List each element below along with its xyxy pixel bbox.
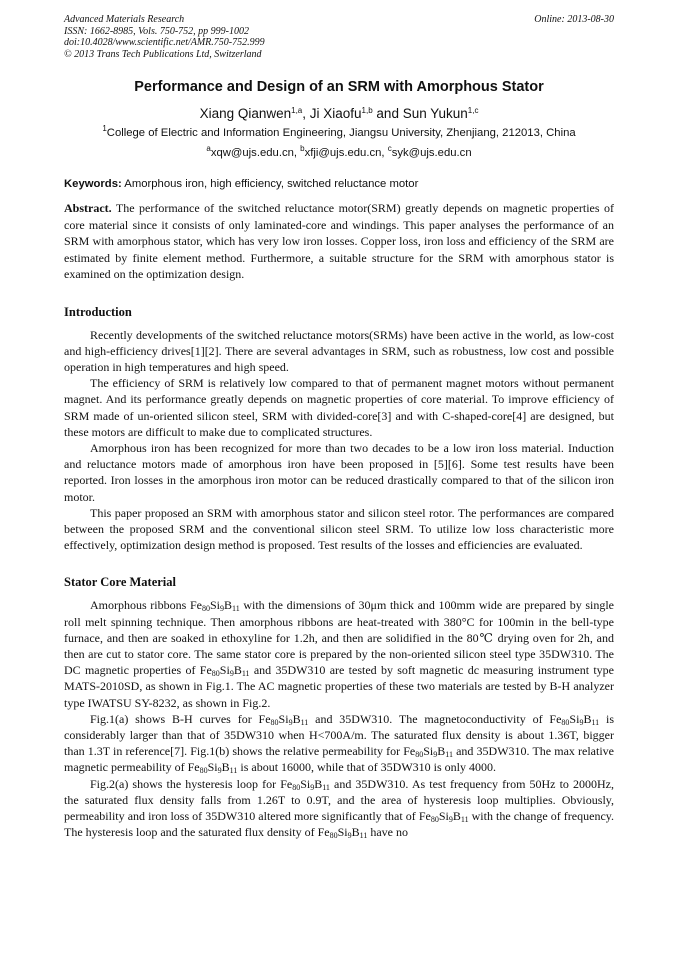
paragraph: This paper proposed an SRM with amorphous stator and silicon steel rotor. The performances are compared between the proposed SRM and the conventional silicon steel SRM. To utilize low loss characteristic more effectively, optimization design method is proposed. Test results of the losses and efficiencies are evaluated. [64,505,614,553]
text-run: have no [367,825,408,840]
paragraph: Recently developments of the switched reluctance motors(SRMs) have been active in the world, as low-cost and high-efficiency drives[1][2]. There are several advantages in SRM, such as robustness, low cost and possible operation in high temperatures and high speed. [64,327,614,374]
author-marker: 1,a [291,106,303,115]
journal-header [64,14,614,60]
author-name: Xiang Qianwen [199,106,292,121]
chemical-formula: $Fe_{80}Si_9B_{11}$ [199,663,250,679]
abstract-text: The performance of the switched reluctance motor(SRM) greatly depends on magnetic properties of core material since it consists of only laminated-core and windings. This paper analyses the performance of an SRM with amorphous stator, which has very low iron losses. Copper loss, iron loss and efficiency of the SRM are estimated by finite element method. Furthermore, a suitable structure for the SRM with amorphous stator is examined on the optimization design. [64,201,614,281]
text-run: Fig.1(a) shows B-H curves for [90,711,259,726]
abstract-label: Abstract. [64,201,112,215]
keywords-text: Amorphous iron, high efficiency, switched reluctance motor [121,178,419,190]
text-run: with the change of frequency. The hysteresis loop and the saturated flux density of [64,808,614,840]
chemical-formula: $Fe_{80}Si_9B_{11}$ [280,776,330,792]
paragraph [64,711,614,776]
text-run: is considerably larger than that of 35DW310 when H<700A/m. The saturated flux density is about 1.36T, bigger than 1.3T in reference[7]. Fig.1(b) shows the relative permeability for [64,711,615,759]
doi-line: doi:10.4028/www.scientific.net/AMR.750-752.999 [64,37,265,48]
copyright-line: © 2013 Trans Tech Publications Ltd, Switzerland [64,48,262,60]
chemical-formula: $Fe_{80}Si_9B_{11}$ [317,825,368,841]
text-run: with the dimensions of 30μm thick and 100mm wide are prepared by single roll melt spinning technique. Then amorphous ribbons are heat-treated with 380°C for 100min in the bell-type furnace, and then are soaked in ethoxyline for 1.2h, and then are solidified in the 80℃ drying oven for 2h, and then are cut to stator core. The same stator core is prepared by the non-oriented silicon steel type 35DW310. The DC magnetic properties of [64,598,614,678]
text-run: Amorphous ribbons [90,598,190,613]
author-name: Sun Yukun [402,106,468,121]
email-address: xqw@ujs.edu.cn, [210,147,301,159]
chemical-formula: $Fe_{80}Si_9B_{11}$ [549,711,600,727]
affiliation-marker: 1 [102,124,107,133]
section-heading-introduction: Introduction [64,304,132,319]
section-heading-stator-core-material: Stator Core Material [64,575,176,590]
email-address: syk@ujs.edu.cn [391,147,472,159]
paragraph: Amorphous iron has been recognized for more than two decades to be a low iron loss material. Induction and reluctance motors made of amorphous iron have been proposed in [5][6]. Some test results have been reported. Iron losses in the amorphous iron motor can be reduced drastically compared to that of the silicon iron motor. [64,440,614,504]
chemical-formula: $Fe_{80}Si_9B_{11}$ [403,744,453,760]
author-separator: and [372,106,403,121]
online-date: Online: 2013-08-30 [534,14,614,25]
paper-page [64,14,614,840]
text-run: is about 16000, while that of 35DW310 is only 4000. [237,760,497,775]
keywords-label: Keywords: [64,178,122,190]
author-list [64,105,614,122]
author-name: Ji Xiaofu [309,106,362,121]
affiliation-text: College of Electric and Information Engineering, Jiangsu University, Zhenjiang, 212013, China [106,127,576,139]
email-marker: b [300,144,305,153]
paragraph [64,597,614,710]
chemical-formula: $Fe_{80}Si_9B_{11}$ [187,760,238,776]
text-run: and 35DW310. The max relative magnetic permeability of [64,744,614,775]
issn-line: ISSN: 1662-8985, Vols. 750-752, pp 999-1002 [64,25,249,37]
email-list [64,146,614,161]
paper-title: Performance and Design of an SRM with Amorphous Stator [134,79,544,95]
abstract [64,200,614,283]
text-run: and 35DW310. As test frequency from 50Hz to 2000Hz, the saturated flux density falls from 1.26T to 0.9T, and the area of hysteresis loop multiplies. Obviously, permeability and iron loss of 35DW310 altered more significantly that of [64,776,614,823]
author-marker: 1,c [467,106,479,115]
journal-name: Advanced Materials Research [64,14,185,25]
chemical-formula: $Fe_{80}Si_9B_{11}$ [258,711,309,727]
text-run: and 35DW310. The magnetoconductivity of [308,711,550,726]
keywords [64,177,614,192]
affiliation [64,126,614,141]
email-address: xfji@ujs.edu.cn, [304,147,388,159]
author-marker: 1,b [361,106,373,115]
chemical-formula: $Fe_{80}Si_9B_{11}$ [189,598,240,614]
text-run: and 35DW310 are tested by soft magnetic dc measuring instrument type MATS-2010SD, as shown in Fig.1. The AC magnetic properties of these two materials are tested by B-H analyzer type IWATSU SY-8232, as shown in Fig.2. [64,663,614,710]
chemical-formula: $Fe_{80}Si_9B_{11}$ [418,808,469,824]
paragraph [64,776,614,841]
author-separator: , [302,106,310,121]
text-run: Fig.2(a) shows the hysteresis loop for [90,776,281,791]
email-marker: a [206,144,211,153]
paragraph: The efficiency of SRM is relatively low compared to that of permanent magnet motors without permanent magnet. And its performance greatly depends on magnetic properties of core material. To improve efficiency of SRM made of un-oriented silicon steel, SRM with divided-core[3] and with C-shaped-core[4] are designed, but these motors are difficult to make due to complicated structures. [64,376,614,439]
email-marker: c [387,144,392,153]
